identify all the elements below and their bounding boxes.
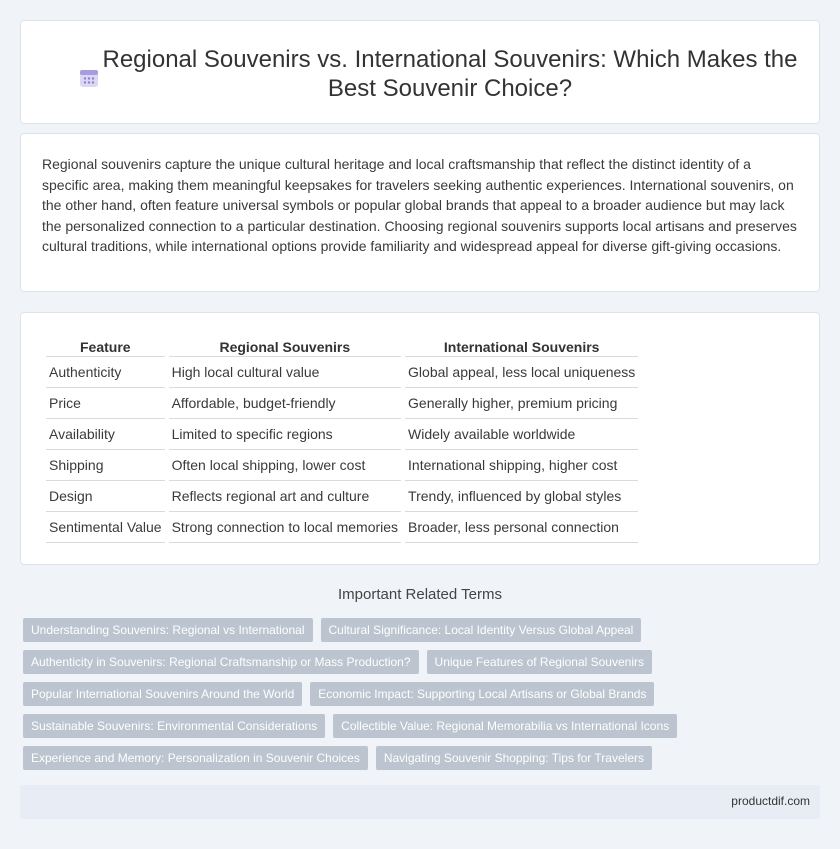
intro-paragraph: Regional souvenirs capture the unique cultural heritage and local craftsmanship that reflect the distinct identity of a specific area, making them meaningful keepsakes for travelers seeking authentic experiences. International souvenirs, on the other hand, often feature universal symbols or popular global brands that appeal to a broader audience but may lack the personalized connection to a particular destination. Choosing regional souvenirs supports local artisans and preserves cultural traditions, while international options provide familiarity and widespread appeal for diverse gift-giving occasions. xyxy=(42,156,797,254)
table-cell: Design xyxy=(46,481,165,512)
title-card xyxy=(20,20,820,124)
related-term-tag[interactable]: Sustainable Souvenirs: Environmental Considerations xyxy=(23,714,325,738)
table-row xyxy=(46,450,638,481)
table-cell: Authenticity xyxy=(46,357,165,388)
table-cell: Shipping xyxy=(46,450,165,481)
related-terms-list xyxy=(23,618,803,778)
related-term-tag[interactable]: Experience and Memory: Personalization in Souvenir Choices xyxy=(23,746,368,770)
table-cell: Broader, less personal connection xyxy=(405,512,638,543)
calendar-icon xyxy=(79,68,99,88)
related-term-tag[interactable]: Economic Impact: Supporting Local Artisans or Global Brands xyxy=(310,682,654,706)
table-cell: International shipping, higher cost xyxy=(405,450,638,481)
table-row xyxy=(46,512,638,543)
table-header-row xyxy=(46,333,638,357)
comparison-table xyxy=(42,333,642,543)
table-row xyxy=(46,481,638,512)
table-cell: Sentimental Value xyxy=(46,512,165,543)
related-term-tag[interactable]: Understanding Souvenirs: Regional vs International xyxy=(23,618,313,642)
table-row xyxy=(46,357,638,388)
related-term-tag[interactable]: Cultural Significance: Local Identity Versus Global Appeal xyxy=(321,618,642,642)
tag-row xyxy=(23,618,803,642)
related-term-tag[interactable]: Unique Features of Regional Souvenirs xyxy=(427,650,652,674)
related-term-tag[interactable]: Authenticity in Souvenirs: Regional Craftsmanship or Mass Production? xyxy=(23,650,419,674)
related-term-tag[interactable]: Popular International Souvenirs Around the World xyxy=(23,682,302,706)
column-header-international: International Souvenirs xyxy=(405,333,638,357)
tag-row xyxy=(23,682,803,706)
table-cell: Price xyxy=(46,388,165,419)
page-title: Regional Souvenirs vs. International Souvenirs: Which Makes the Best Souvenir Choice? xyxy=(102,46,798,102)
related-term-tag[interactable]: Collectible Value: Regional Memorabilia vs International Icons xyxy=(333,714,677,738)
tag-row xyxy=(23,650,803,674)
table-cell: Global appeal, less local uniqueness xyxy=(405,357,638,388)
table-cell: Trendy, influenced by global styles xyxy=(405,481,638,512)
table-cell: Generally higher, premium pricing xyxy=(405,388,638,419)
table-cell: Strong connection to local memories xyxy=(169,512,401,543)
table-row xyxy=(46,419,638,450)
column-header-feature: Feature xyxy=(46,333,165,357)
related-term-tag[interactable]: Navigating Souvenir Shopping: Tips for Travelers xyxy=(376,746,652,770)
table-cell: Availability xyxy=(46,419,165,450)
footer xyxy=(20,785,820,819)
table-cell: Often local shipping, lower cost xyxy=(169,450,401,481)
table-cell: Limited to specific regions xyxy=(169,419,401,450)
tag-row xyxy=(23,746,803,770)
table-cell: Reflects regional art and culture xyxy=(169,481,401,512)
tag-row xyxy=(23,714,803,738)
footer-site-link[interactable]: productdif.com xyxy=(731,794,810,808)
table-row xyxy=(46,388,638,419)
comparison-card xyxy=(20,312,820,565)
table-cell: High local cultural value xyxy=(169,357,401,388)
table-cell: Affordable, budget-friendly xyxy=(169,388,401,419)
column-header-regional: Regional Souvenirs xyxy=(169,333,401,357)
intro-card xyxy=(20,133,820,292)
related-terms-title: Important Related Terms xyxy=(338,586,502,603)
table-cell: Widely available worldwide xyxy=(405,419,638,450)
